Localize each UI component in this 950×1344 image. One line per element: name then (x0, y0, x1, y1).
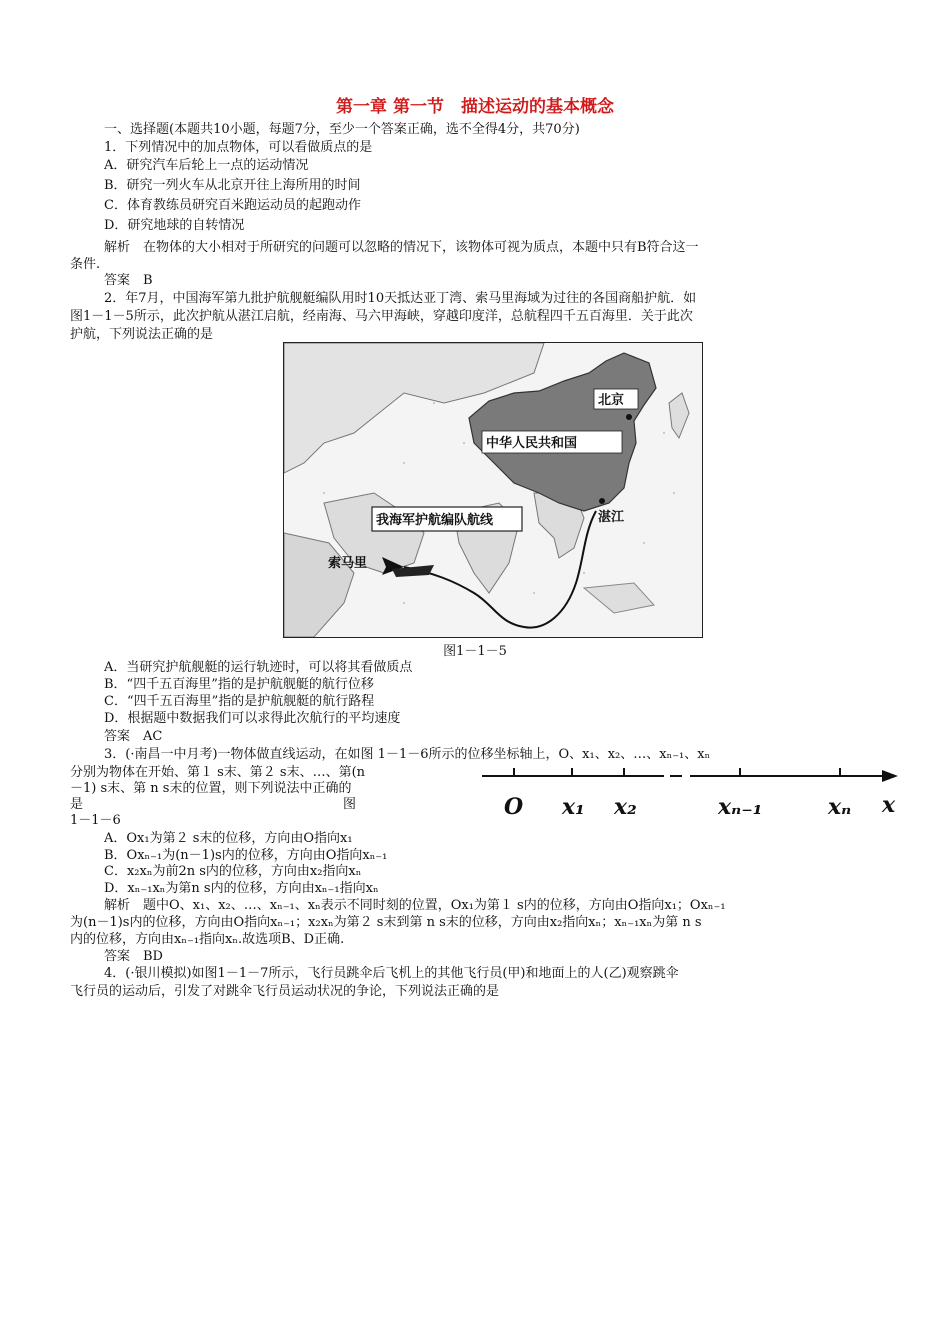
label-route: 我海军护航编队航线 (376, 513, 494, 528)
label-x: x (882, 792, 896, 818)
route-map (283, 342, 703, 638)
q3-analysis-cont1: 为(n－1)s内的位移，方向由O指向xₙ₋₁；x₂xₙ为第２ s末到第 n s末的位移，方向由x₂指向xₙ；xₙ₋₁xₙ为第 n s (70, 915, 702, 930)
q2-option-b: B．“四千五百海里”指的是护航舰艇的航行位移 (104, 677, 374, 692)
q3-analysis-cont2: 内的位移，方向由xₙ₋₁指向xₙ.故选项B、D正确. (70, 932, 345, 947)
question-3-cont3: 是 图 (70, 797, 357, 812)
q1-analysis: 解析 在物体的大小相对于所研究的问题可以忽略的情况下，该物体可视为质点，本题中只有B符合这一 (104, 240, 699, 255)
q2-option-d: D．根据题中数据我们可以求得此次航行的平均速度 (104, 711, 401, 726)
label-zhanjiang: 湛江 (598, 510, 625, 525)
figure-caption: 图1－1－5 (443, 644, 507, 659)
question-3: 3．(·南昌一中月考)一物体做直线运动，在如图 1－1－6所示的位移坐标轴上，O、x₁、x₂、…、xₙ₋₁、xₙ (104, 747, 711, 762)
position-axis (478, 756, 898, 826)
question-1: 1．下列情况中的加点物体，可以看做质点的是 (104, 140, 373, 155)
q2-option-c: C．“四千五百海里”指的是护航舰艇的航行路程 (104, 694, 375, 709)
q1-option-c: C．体育教练员研究百米跑运动员的起跑动作 (104, 198, 361, 213)
q1-option-d: D．研究地球的自转情况 (104, 218, 245, 233)
page-title: 第一章 第一节 描述运动的基本概念 (336, 97, 614, 117)
q3-option-d: D．xₙ₋₁xₙ为第n s内的位移，方向由xₙ₋₁指向xₙ (104, 881, 379, 896)
label-xn: xₙ (828, 794, 852, 820)
question-2: 2．年7月，中国海军第九批护航舰艇编队用时10天抵达亚丁湾、索马里海域为过往的各国商船护航．如 (104, 291, 697, 306)
zhanjiang-marker (599, 498, 605, 504)
question-3-cont1: 分别为物体在开始、第１ s末、第２ s末、…、第(n (70, 765, 366, 780)
q3-option-c: C．x₂xₙ为前2n s内的位移，方向由x₂指向xₙ (104, 864, 362, 879)
label-somalia: 索马里 (328, 556, 368, 571)
q1-answer: 答案 B (104, 273, 153, 288)
question-4-cont: 飞行员的运动后，引发了对跳伞飞行员运动状况的争论，下列说法正确的是 (70, 984, 500, 999)
figure-ref-116: 1－1－6 (70, 813, 121, 828)
question-3-cont2: －1) s末、第 n s末的位置，则下列说法中正确的 (70, 781, 352, 796)
label-x2: x₂ (614, 794, 637, 820)
label-beijing: 北京 (598, 393, 625, 408)
map-graphic (284, 343, 702, 637)
q3-answer: 答案 BD (104, 949, 163, 964)
q1-option-a: A．研究汽车后轮上一点的运动情况 (104, 158, 309, 173)
q2-option-a: A．当研究护航舰艇的运行轨迹时，可以将其看做质点 (104, 660, 413, 675)
q2-answer: 答案 AC (104, 729, 163, 744)
label-o: O (504, 794, 524, 820)
q3-option-b: B．Oxₙ₋₁为(n－1)s内的位移，方向由O指向xₙ₋₁ (104, 848, 388, 863)
axis-arrow-icon (882, 770, 898, 782)
beijing-marker (626, 414, 632, 420)
question-2-cont2: 护航，下列说法正确的是 (70, 327, 214, 342)
question-4: 4．(·银川模拟)如图1－1－7所示，飞行员跳伞后飞机上的其他飞行员(甲)和地面上的人(乙)观察跳伞 (104, 966, 679, 981)
label-x1: x₁ (562, 794, 585, 820)
q3-analysis: 解析 题中O、x₁、x₂、…、xₙ₋₁、xₙ表示不同时刻的位置，Ox₁为第１ s内的位移，方向由O指向x₁；Oxₙ₋₁ (104, 898, 726, 913)
section-heading: 一、选择题(本题共10小题，每题7分，至少一个答案正确，选不全得4分，共70分) (104, 122, 580, 137)
q3-option-a: A．Ox₁为第２ s末的位移，方向由O指向x₁ (104, 831, 353, 846)
q1-option-b: B．研究一列火车从北京开往上海所用的时间 (104, 178, 361, 193)
question-2-cont1: 图1－1－5所示，此次护航从湛江启航，经南海、马六甲海峡，穿越印度洋，总航程四千五百海里．关于此次 (70, 309, 693, 324)
label-xn1: xₙ₋₁ (718, 794, 763, 820)
q1-analysis-cont: 条件. (70, 257, 101, 272)
label-china: 中华人民共和国 (486, 436, 578, 451)
